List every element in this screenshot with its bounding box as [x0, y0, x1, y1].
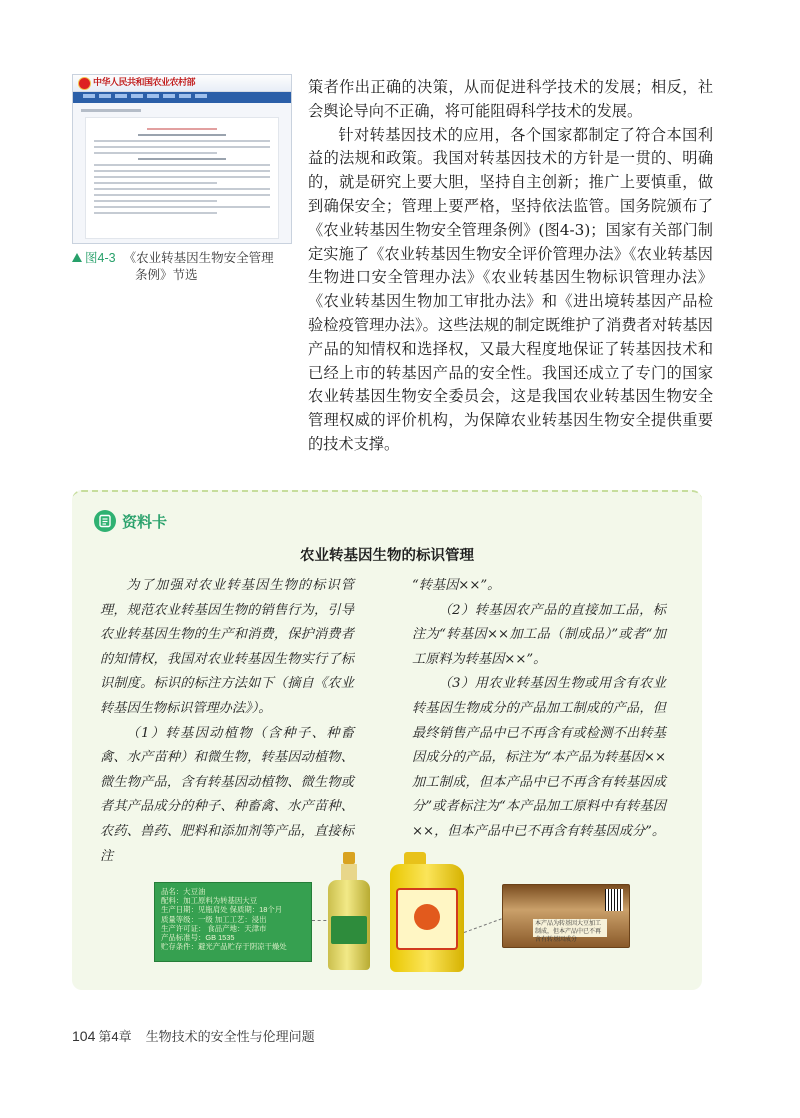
product-label-photo [154, 882, 312, 962]
package-gm-note: 本产品为转基因大豆加工制成，但本产品中已不再含有转基因成分 [533, 919, 607, 937]
chapter-title: 生物技术的安全性与伦理问题 [145, 1029, 315, 1044]
site-title: 中华人民共和国农业农村部 [93, 78, 196, 88]
figure-caption-line1: 《农业转基因生物安全管理 [123, 251, 274, 265]
card-label: 资料卡 [122, 513, 168, 531]
card-paragraph-rule1-end: “转基因××”。 [412, 578, 501, 593]
food-package-photo [502, 884, 630, 948]
label-line: 贮存条件：避光产品贮存于阴凉干燥处 [161, 942, 287, 952]
card-left-column [100, 574, 354, 869]
resource-card [72, 490, 702, 990]
card-paragraph-intro: 为了加强对农业转基因生物的标识管理，规范农业转基因生物的销售行为，引导农业转基因生物的生产和消费，保护消费者的知情权，我国对农业转基因生物实行了标识制度。标识的标注方法如下（摘自《农业转基因生物标识管理办法》）。 [100, 578, 354, 716]
triangle-marker-icon [72, 253, 82, 262]
label-line: 生产许可证： 食品产地：天津市 [161, 923, 267, 933]
card-right-column [412, 574, 666, 845]
site-banner [73, 75, 291, 92]
regulation-screenshot [72, 74, 292, 244]
card-header [94, 510, 167, 532]
main-body-text [308, 76, 713, 457]
card-paragraph-rule3: （3）用农业转基因生物或用含有农业转基因生物成分的产品加工制成的产品，但最终销售产品中已不再含有或检测不出转基因成分的产品，标注为“本产品为转基因××加工制成，但本产品中已不再含有转基因成分”或者标注为“本产品加工原料中有转基因××，但本产品中已不再含有转基因成分”。 [412, 676, 666, 839]
regulation-document [85, 117, 279, 239]
page-footer [72, 1026, 315, 1045]
card-paragraph-rule1: （1）转基因动植物（含种子、种畜禽、水产苗种）和微生物，转基因动植物、微生物产品，含有转基因动植物、微生物或者其产品成分的种子、种畜禽、水产苗种、农药、兽药、肥料和添加剂等产品，直接标注 [100, 725, 354, 864]
site-navbar [73, 92, 291, 103]
label-line: 品名：大豆油 [161, 887, 206, 896]
figure-caption [72, 250, 292, 284]
chapter-number: 第4章 [98, 1029, 132, 1044]
figure-caption-line2: 条例》节选 [135, 268, 198, 282]
document-card-icon [94, 510, 116, 532]
label-line: 产品标准号：GB 1535 [161, 933, 235, 943]
site-breadcrumb [81, 109, 141, 112]
oil-bottle-photo [328, 852, 370, 970]
paragraph-regulations: 针对转基因技术的应用，各个国家都制定了符合本国利益的法规和政策。我国对转基因技术的方针是一贯的、明确的，就是研究上要大胆，坚持自主创新；推广上要慎重，做到确保安全；管理上要严格，坚持依法监管。国务院颁布了《农业转基因生物安全管理条例》(图4-3)；国家有关部门制定实施了《农业转基因生物安全评价管理办法》《农业转基因生物进口安全管理办法》《农业转基因生物标识管理办法》《农业转基因生物加工审批办法》和《进出境转基因产品检验检疫管理办法》。这些法规的制定既维护了消费者对转基因产品的知情权和选择权，又最大程度地保证了转基因技术和已经上市的转基因产品的安全性。我国还成立了专门的国家农业转基因生物安全委员会，这是我国农业转基因生物安全管理权威的评价机构，为保障农业转基因生物安全提供重要的技术支撑。 [308, 125, 713, 453]
oil-jug-photo [390, 852, 464, 972]
label-line: 质量等级：一级 加工工艺：浸出 [161, 914, 267, 924]
card-paragraph-rule2: （2）转基因农产品的直接加工品，标注为“转基因××加工品（制成品）”或者“加工原料为转基因××”。 [412, 602, 666, 667]
label-line: 生产日期：见瓶肩处 保质期：18个月 [161, 905, 283, 915]
barcode-icon [605, 889, 623, 911]
national-emblem-icon [78, 77, 91, 90]
label-line: 配料：加工原料为转基因大豆 [161, 896, 258, 906]
page-number: 104 [72, 1028, 96, 1044]
figure-number: 图4-3 [85, 251, 116, 265]
connector-line [464, 918, 502, 933]
card-title: 农业转基因生物的标识管理 [300, 548, 474, 564]
paragraph-continued: 策者作出正确的决策，从而促进科学技术的发展；相反，社会舆论导向不正确，将可能阻碍科学技术的发展。 [308, 78, 713, 120]
